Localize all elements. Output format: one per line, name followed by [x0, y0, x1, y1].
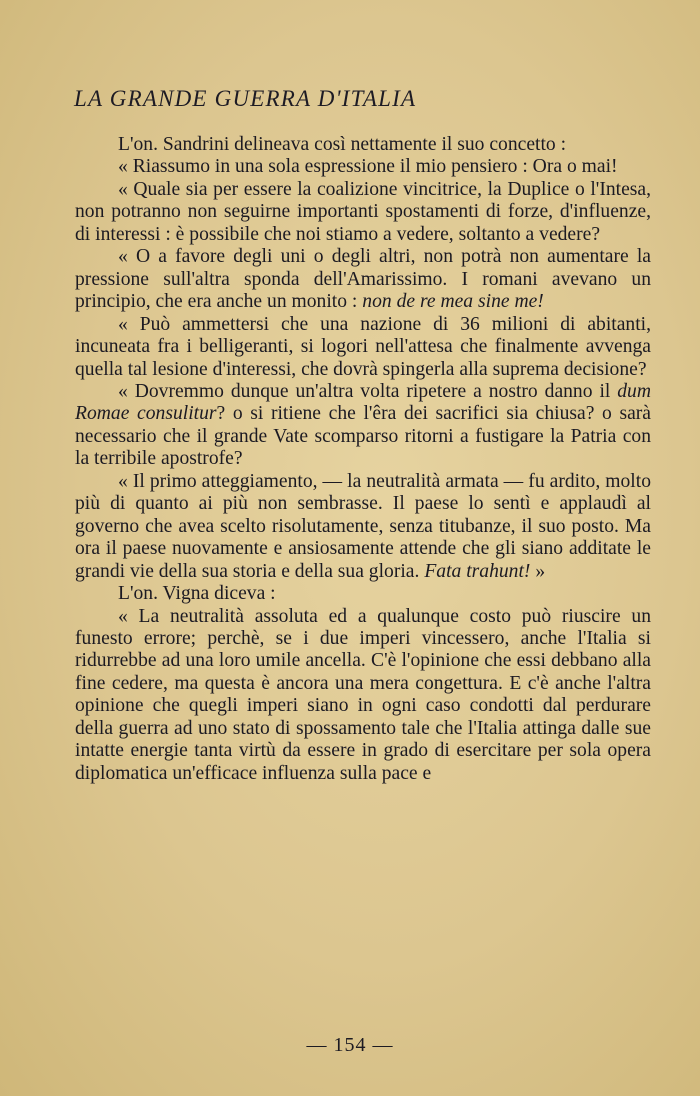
paragraph: « Quale sia per essere la coalizione vincitrice, la Duplice o l'Intesa, non potranno non seguirne importanti spostamenti di forze, d'influenze, di interessi : è possibile che noi stiamo a vedere, soltanto a vedere? — [75, 178, 651, 245]
paragraph: « Dovremmo dunque un'altra volta ripetere a nostro danno il dum Romae consulitur? o si ritiene che l'êra dei sacrifici sia chiusa? o sarà necessario che il grande Vate scomparso ritorni a fustigare la Patria con la terribile apostrofe? — [75, 380, 652, 470]
paragraph: « Riassumo in una sola espressione il mio pensiero : Ora o mai! — [118, 156, 618, 178]
latin-phrase: dum Romae consulitur — [75, 380, 651, 425]
paragraph: « La neutralità assoluta ed a qualunque costo può riuscire un funesto errore; perchè, se i due imperi vincessero, anche l'Italia si ridurrebbe ad una loro umile ancella. C'è l'opinione che essi debbano alla fine cedere, ma questa è ancora una mera congettura. E c'è anche l'altra opinione che quegli imperi siano in ogni caso condotti dal perdurare della guerra ad uno stato di spossamento tale che l'Italia attinga dalle sue intatte energie tanta virtù da essere in grado di esercitare per sola opera diplomatica un'efficace influenza sulla pace e — [75, 605, 651, 784]
page-number: — 154 — — [306, 1034, 394, 1056]
paragraph: L'on. Sandrini delineava così nettamente il suo concetto : — [118, 134, 567, 155]
paragraph: « O a favore degli uni o degli altri, non potrà non aumentare la pressione sull'altra sponda dell'Amarissimo. I romani avevano un principio, che era anche un monito : non de re mea sine me! — [75, 246, 651, 313]
body-text — [75, 134, 651, 785]
paragraph: « Il primo atteggiamento, — la neutralità armata — fu ardito, molto più di quanto ai più non sembrasse. Il paese lo sentì e applaudì al governo che avea scelto risolutamente, senza titubanze, il suo posto. Ma ora il paese nuovamente e ansiosamente attende che gli siano additate le grandi vie della sua storia e della sua gloria. Fata trahunt! » — [75, 470, 651, 582]
latin-phrase: non de re mea sine me! — [362, 291, 544, 313]
paragraph: L'on. Vigna diceva : — [118, 583, 276, 605]
paragraph: « Può ammettersi che una nazione di 36 milioni di abitanti, incuneata fra i belligeranti, si logori nell'attesa che finalmente avvenga quella tal lesione d'interessi, che dovrà spingerla alla suprema decisione? — [75, 313, 651, 380]
latin-phrase: Fata trahunt! — [424, 560, 531, 582]
running-head: LA GRANDE GUERRA D'ITALIA — [74, 86, 417, 111]
